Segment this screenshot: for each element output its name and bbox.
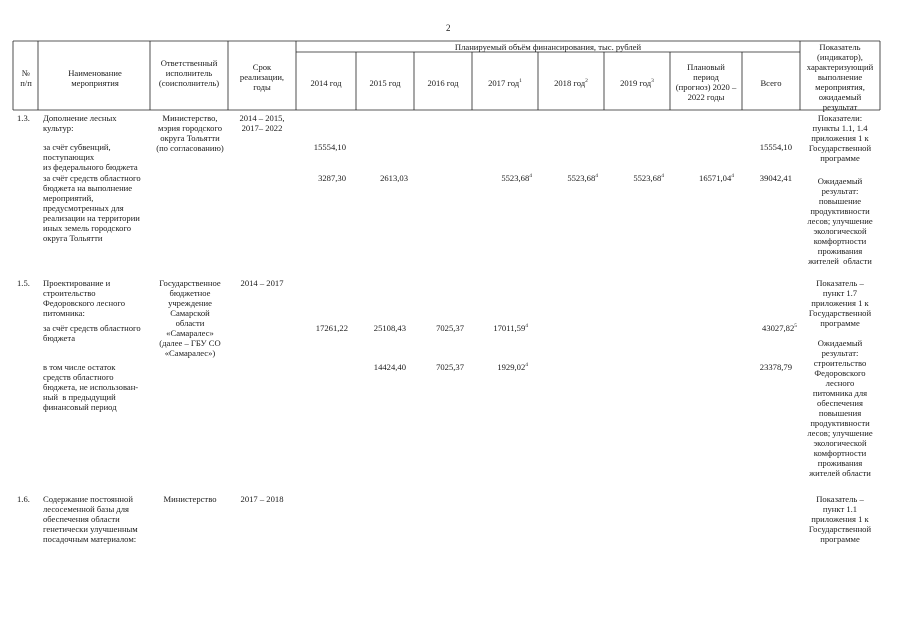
row-1-3-sub1: за счёт субвенций, поступающих из федерального бюджета xyxy=(43,142,138,172)
row-1-3-indicator: Показатели: пункты 1.1, 1.4 приложения 1 к Государственной программе xyxy=(808,113,872,163)
row-1-5-num: 1.5. xyxy=(17,278,30,288)
row-1-5-expected-result: Ожидаемый результат: строительство Федоровского лесного питомника для обеспечения повышения продуктивности лесов; улучшение экологической комфортности проживания жителей области xyxy=(807,338,873,478)
row-1-3-title: Дополнение лесных культур: xyxy=(43,113,117,133)
page-number: 2 xyxy=(446,23,451,33)
header-name: Наименование мероприятия xyxy=(68,68,122,88)
row-1-3-num: 1.3. xyxy=(17,113,30,123)
row-1-5-regional-2015: 25108,43 xyxy=(373,323,406,333)
header-funding: Планируемый объём финансирования, тыс. рублей xyxy=(454,42,642,52)
row-1-5-sub2: в том числе остаток средств областного бюджета, не использован- ный в предыдущий финансовый период xyxy=(43,362,139,412)
row-1-3-regional-total: 39042,41 xyxy=(759,173,792,183)
header-term: Срок реализации, годы xyxy=(239,62,285,92)
row-1-5-sub1: за счёт средств областного бюджета xyxy=(43,323,141,343)
row-1-3-regional-plan: 16571,04$^4$ xyxy=(699,173,734,183)
row-1-3-federal-total: 15554,10 xyxy=(759,142,792,152)
row-1-3-regional-2014: 3287,30 xyxy=(318,173,346,183)
header-2016: 2016 год xyxy=(427,78,459,88)
row-1-5-term: 2014 – 2017 xyxy=(240,278,284,288)
row-1-5-remainder-2016: 7025,37 xyxy=(436,362,464,372)
row-1-5-executor: Государственное бюджетное учреждение Самарской области «Самаралес» (далее – ГБУ СО «Самаралес») xyxy=(159,278,221,358)
row-1-5-remainder-2017: 1929,02$^4$ xyxy=(497,362,528,372)
row-1-5-regional-2014: 17261,22 xyxy=(315,323,348,333)
row-1-3-term: 2014 – 2015, 2017– 2022 xyxy=(239,113,285,133)
row-1-5-remainder-total: 23378,79 xyxy=(759,362,792,372)
row-1-3-regional-2015: 2613,03 xyxy=(380,173,408,183)
header-2014: 2014 год xyxy=(310,78,342,88)
header-2019: 2019 год$^3$ xyxy=(620,78,654,88)
row-1-3-federal-2014: 15554,10 xyxy=(313,142,346,152)
row-1-6-executor: Министерство xyxy=(163,494,217,504)
row-1-6-term: 2017 – 2018 xyxy=(240,494,284,504)
row-1-3-regional-2017: 5523,68$^4$ xyxy=(501,173,532,183)
header-total: Всего xyxy=(760,78,782,88)
row-1-5-regional-2016: 7025,37 xyxy=(436,323,464,333)
row-1-3-regional-2019: 5523,68$^4$ xyxy=(633,173,664,183)
header-num: № п/п xyxy=(20,68,32,88)
header-plan: Плановый период (прогноз) 2020 – 2022 годы xyxy=(675,62,737,102)
row-1-5-title: Проектирование и строительство Федоровского лесного питомника: xyxy=(43,278,126,318)
header-2017: 2017 год$^1$ xyxy=(488,78,522,88)
header-2015: 2015 год xyxy=(369,78,401,88)
header-executor: Ответственный исполнитель (соисполнитель) xyxy=(158,58,220,88)
row-1-3-sub2: за счёт средств областного бюджета на выполнение мероприятий, предусмотренных для реализации на территории иных земель городского округа Тольятти xyxy=(43,173,141,243)
row-1-3-executor: Министерство, мэрия городского округа Тольятти (по согласованию) xyxy=(156,113,224,153)
header-indicator: Показатель (индикатор), характеризующий выполнение мероприятия, ожидаемый результат xyxy=(806,42,874,112)
row-1-3-expected-result: Ожидаемый результат: повышение продуктивности лесов; улучшение экологической комфортности проживания жителей области xyxy=(807,176,873,266)
row-1-6-num: 1.6. xyxy=(17,494,30,504)
row-1-5-regional-2017: 17011,59$^4$ xyxy=(493,323,528,333)
row-1-5-indicator: Показатель – пункт 1.7 приложения 1 к Государственной программе xyxy=(808,278,872,328)
row-1-6-indicator: Показатель – пункт 1.1 приложения 1 к Государственной программе xyxy=(808,494,872,544)
row-1-5-remainder-2015: 14424,40 xyxy=(373,362,406,372)
row-1-5-regional-total: 43027,82$^5$ xyxy=(762,323,797,333)
row-1-3-regional-2018: 5523,68$^4$ xyxy=(567,173,598,183)
row-1-6-title: Содержание постоянной лесосеменной базы для обеспечения области генетически улучшенным посадочным материалом: xyxy=(43,494,138,544)
header-2018: 2018 год$^2$ xyxy=(554,78,588,88)
